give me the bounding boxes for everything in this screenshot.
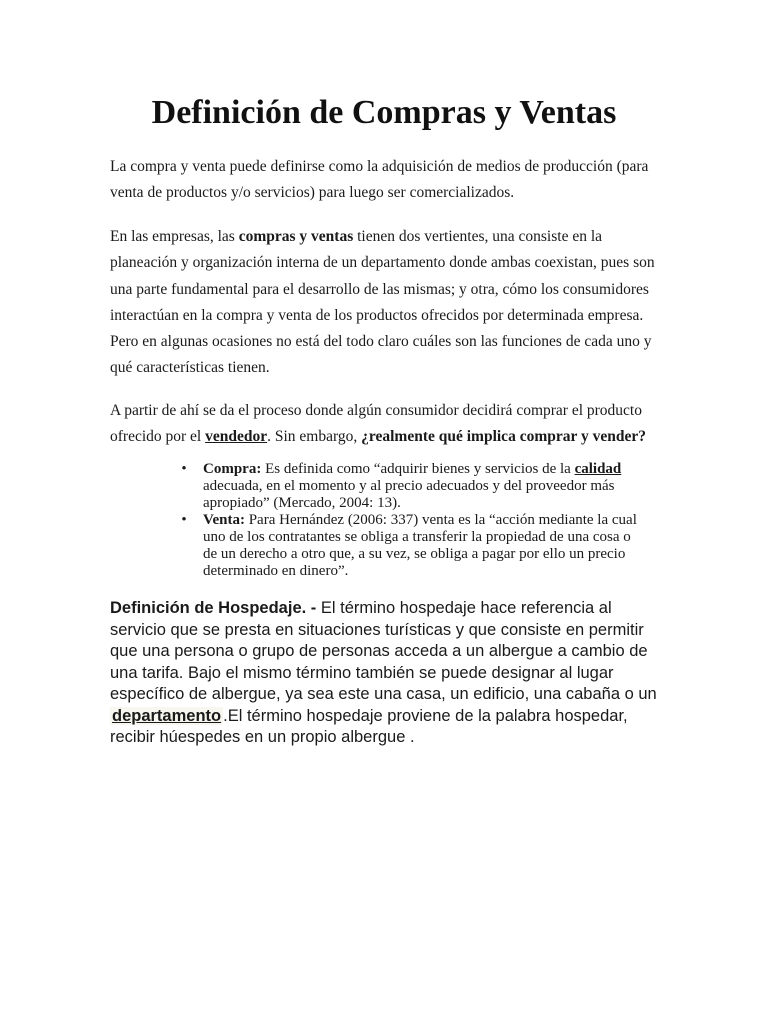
bold-question: ¿realmente qué implica comprar y vender? (361, 428, 646, 445)
paragraph-text: En las empresas, las (110, 228, 239, 245)
intro-paragraph: La compra y venta puede definirse como la adquisición de medios de producción (para venta de productos y/o servicios) para luego ser comercializados. (110, 158, 649, 201)
definitions-list (178, 461, 638, 580)
bullet-text: adecuada, en el momento y al precio adecuados y del proveedor más apropiado” (Mercado, 2004: 13). (203, 478, 615, 511)
bullet-text: Para Hernández (2006: 337) venta es la “acción mediante la cual uno de los contratantes se obliga a transferir la propiedad de una cosa o de un derecho a otro que, a su vez, se obliga a pagar por ello un precio determinado en dinero”. (203, 512, 637, 579)
hospedaje-paragraph (110, 598, 670, 749)
hospedaje-heading: Definición de Hospedaje. - (110, 599, 317, 617)
bullet-icon: • (181, 512, 187, 528)
page-title: Definición de Compras y Ventas (151, 94, 617, 131)
bullet-term: Venta: (203, 512, 245, 528)
list-item (178, 512, 638, 580)
list-item (178, 461, 638, 512)
vendedor-link[interactable]: vendedor (205, 428, 268, 445)
bold-phrase: compras y ventas (238, 228, 354, 245)
proceso-paragraph (110, 398, 670, 450)
calidad-link[interactable]: calidad (574, 461, 622, 477)
bullet-icon: • (181, 461, 187, 477)
paragraph-text: A partir de ahí se da el proceso donde algún consumidor decidirá comprar el producto ofrecido por el (110, 402, 642, 445)
paragraph-text: . Sin embargo, (267, 428, 362, 445)
departamento-link[interactable]: departamento (112, 706, 222, 725)
bullet-term: Compra: (203, 461, 262, 477)
paragraph-text: .El término hospedaje proviene de la palabra hospedar, recibir húespedes en un propio albergue . (110, 706, 628, 746)
paragraph-text: El término hospedaje hace referencia al servicio que se presta en situaciones turísticas y que consiste en permitir que una persona o grupo de personas acceda a un albergue a cambio de una tarifa. Bajo el mismo término también se puede designar al lugar específico de albergue, ya sea este una casa, un edificio, una cabaña o un (110, 599, 657, 703)
paragraph-text: tienen dos vertientes, una consiste en la planeación y organización interna de un departamento donde ambas coexistan, pues son una parte fundamental para el desarrollo de las mismas; y otra, cómo los consumidores interactúan en la compra y venta de los productos ofrecidos por determinada empresa. Pero en algunas ocasiones no está del todo claro cuáles son las funciones de cada uno y qué características tienen. (110, 228, 655, 377)
bullet-text: Es definida como “adquirir bienes y servicios de la (261, 461, 575, 477)
compras-ventas-paragraph (110, 224, 670, 382)
